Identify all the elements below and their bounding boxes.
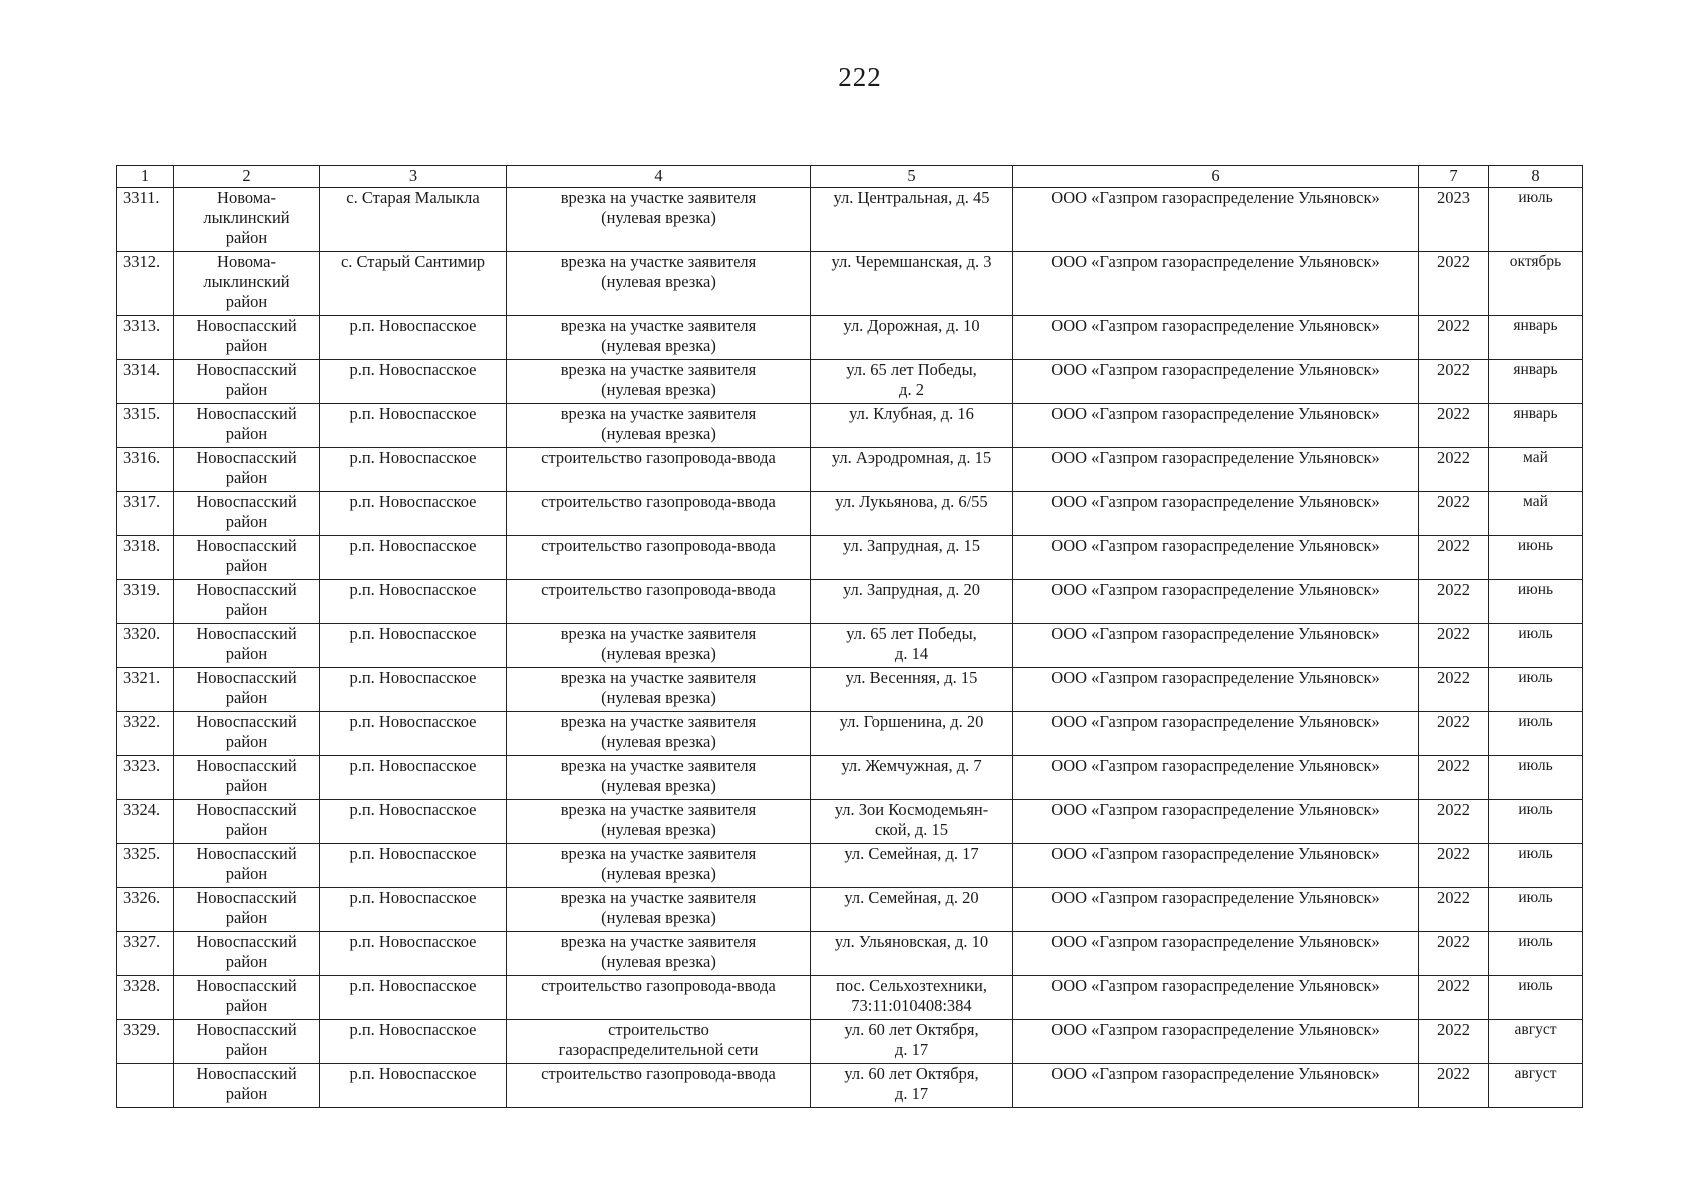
cell-district: Новоспасский район xyxy=(174,844,320,888)
cell-number: 3321. xyxy=(117,668,174,712)
cell-work-type: врезка на участке заявителя (нулевая врезка) xyxy=(507,888,811,932)
table-row xyxy=(117,360,1583,404)
cell-organization: ООО «Газпром газораспределение Ульяновск» xyxy=(1013,888,1419,932)
cell-month: июнь xyxy=(1489,580,1583,624)
cell-number xyxy=(117,1064,174,1108)
cell-district: Новоспасский район xyxy=(174,1020,320,1064)
cell-settlement: р.п. Новоспасское xyxy=(320,932,507,976)
column-header: 3 xyxy=(320,166,507,188)
cell-address: ул. Горшенина, д. 20 xyxy=(811,712,1013,756)
cell-organization: ООО «Газпром газораспределение Ульяновск» xyxy=(1013,316,1419,360)
cell-month: июль xyxy=(1489,624,1583,668)
cell-month: август xyxy=(1489,1064,1583,1108)
table-row xyxy=(117,668,1583,712)
cell-settlement: р.п. Новоспасское xyxy=(320,492,507,536)
cell-organization: ООО «Газпром газораспределение Ульяновск» xyxy=(1013,668,1419,712)
column-header: 1 xyxy=(117,166,174,188)
cell-year: 2022 xyxy=(1419,1064,1489,1108)
cell-number: 3316. xyxy=(117,448,174,492)
cell-organization: ООО «Газпром газораспределение Ульяновск» xyxy=(1013,1064,1419,1108)
cell-district: Новоспасский район xyxy=(174,492,320,536)
cell-year: 2022 xyxy=(1419,624,1489,668)
cell-year: 2022 xyxy=(1419,252,1489,316)
cell-settlement: р.п. Новоспасское xyxy=(320,404,507,448)
cell-month: май xyxy=(1489,492,1583,536)
cell-address: ул. Жемчужная, д. 7 xyxy=(811,756,1013,800)
table-row xyxy=(117,624,1583,668)
cell-month: июль xyxy=(1489,712,1583,756)
cell-settlement: р.п. Новоспасское xyxy=(320,448,507,492)
table-row xyxy=(117,800,1583,844)
cell-organization: ООО «Газпром газораспределение Ульяновск» xyxy=(1013,1020,1419,1064)
cell-organization: ООО «Газпром газораспределение Ульяновск» xyxy=(1013,188,1419,252)
cell-settlement: р.п. Новоспасское xyxy=(320,756,507,800)
page-number: 222 xyxy=(838,62,882,92)
table-row xyxy=(117,932,1583,976)
cell-work-type: врезка на участке заявителя (нулевая врезка) xyxy=(507,404,811,448)
table-row xyxy=(117,252,1583,316)
cell-month: июль xyxy=(1489,888,1583,932)
cell-settlement: р.п. Новоспасское xyxy=(320,668,507,712)
cell-number: 3313. xyxy=(117,316,174,360)
cell-work-type: врезка на участке заявителя (нулевая врезка) xyxy=(507,844,811,888)
cell-year: 2022 xyxy=(1419,404,1489,448)
cell-number: 3314. xyxy=(117,360,174,404)
table-row xyxy=(117,448,1583,492)
cell-work-type: врезка на участке заявителя (нулевая врезка) xyxy=(507,800,811,844)
cell-organization: ООО «Газпром газораспределение Ульяновск» xyxy=(1013,976,1419,1020)
cell-month: январь xyxy=(1489,404,1583,448)
cell-settlement: р.п. Новоспасское xyxy=(320,624,507,668)
column-header: 5 xyxy=(811,166,1013,188)
table-row xyxy=(117,888,1583,932)
cell-work-type: строительство газопровода-ввода xyxy=(507,1064,811,1108)
cell-number: 3318. xyxy=(117,536,174,580)
cell-settlement: р.п. Новоспасское xyxy=(320,1020,507,1064)
cell-district: Новоспасский район xyxy=(174,624,320,668)
table-header-row xyxy=(117,166,1583,188)
cell-work-type: врезка на участке заявителя (нулевая врезка) xyxy=(507,712,811,756)
table-row xyxy=(117,976,1583,1020)
cell-organization: ООО «Газпром газораспределение Ульяновск» xyxy=(1013,448,1419,492)
cell-organization: ООО «Газпром газораспределение Ульяновск» xyxy=(1013,624,1419,668)
cell-settlement: с. Старый Сантимир xyxy=(320,252,507,316)
column-header: 4 xyxy=(507,166,811,188)
table-row xyxy=(117,844,1583,888)
cell-work-type: строительство газопровода-ввода xyxy=(507,492,811,536)
cell-number: 3315. xyxy=(117,404,174,448)
cell-organization: ООО «Газпром газораспределение Ульяновск» xyxy=(1013,536,1419,580)
cell-address: ул. Лукьянова, д. 6/55 xyxy=(811,492,1013,536)
column-header: 8 xyxy=(1489,166,1583,188)
cell-district: Новоспасский район xyxy=(174,712,320,756)
cell-address: ул. Дорожная, д. 10 xyxy=(811,316,1013,360)
cell-month: май xyxy=(1489,448,1583,492)
cell-district: Новоспасский район xyxy=(174,800,320,844)
cell-settlement: р.п. Новоспасское xyxy=(320,976,507,1020)
cell-settlement: р.п. Новоспасское xyxy=(320,888,507,932)
cell-year: 2022 xyxy=(1419,932,1489,976)
cell-month: июнь xyxy=(1489,536,1583,580)
cell-number: 3322. xyxy=(117,712,174,756)
cell-address: ул. 65 лет Победы, д. 14 xyxy=(811,624,1013,668)
cell-address: пос. Сельхозтехники, 73:11:010408:384 xyxy=(811,976,1013,1020)
cell-work-type: врезка на участке заявителя (нулевая врезка) xyxy=(507,668,811,712)
cell-organization: ООО «Газпром газораспределение Ульяновск» xyxy=(1013,800,1419,844)
cell-district: Новоспасский район xyxy=(174,976,320,1020)
cell-number: 3319. xyxy=(117,580,174,624)
table-row xyxy=(117,404,1583,448)
cell-number: 3324. xyxy=(117,800,174,844)
cell-district: Новоспасский район xyxy=(174,756,320,800)
cell-district: Новоспасский район xyxy=(174,668,320,712)
cell-number: 3326. xyxy=(117,888,174,932)
cell-year: 2022 xyxy=(1419,492,1489,536)
cell-organization: ООО «Газпром газораспределение Ульяновск» xyxy=(1013,492,1419,536)
cell-year: 2022 xyxy=(1419,888,1489,932)
cell-address: ул. Центральная, д. 45 xyxy=(811,188,1013,252)
cell-year: 2022 xyxy=(1419,448,1489,492)
cell-month: октябрь xyxy=(1489,252,1583,316)
cell-district: Новоспасский район xyxy=(174,932,320,976)
cell-organization: ООО «Газпром газораспределение Ульяновск» xyxy=(1013,932,1419,976)
cell-number: 3320. xyxy=(117,624,174,668)
cell-month: июль xyxy=(1489,932,1583,976)
cell-year: 2022 xyxy=(1419,756,1489,800)
cell-settlement: р.п. Новоспасское xyxy=(320,1064,507,1108)
cell-number: 3323. xyxy=(117,756,174,800)
cell-district: Новоспасский район xyxy=(174,536,320,580)
cell-work-type: врезка на участке заявителя (нулевая врезка) xyxy=(507,360,811,404)
cell-organization: ООО «Газпром газораспределение Ульяновск» xyxy=(1013,252,1419,316)
cell-district: Новоспасский район xyxy=(174,360,320,404)
cell-work-type: строительство газопровода-ввода xyxy=(507,536,811,580)
cell-work-type: строительство газораспределительной сети xyxy=(507,1020,811,1064)
cell-address: ул. Запрудная, д. 20 xyxy=(811,580,1013,624)
cell-settlement: р.п. Новоспасское xyxy=(320,580,507,624)
cell-work-type: строительство газопровода-ввода xyxy=(507,448,811,492)
cell-address: ул. Запрудная, д. 15 xyxy=(811,536,1013,580)
cell-address: ул. Зои Космодемьян- ской, д. 15 xyxy=(811,800,1013,844)
cell-settlement: р.п. Новоспасское xyxy=(320,316,507,360)
cell-work-type: врезка на участке заявителя (нулевая врезка) xyxy=(507,932,811,976)
cell-month: июль xyxy=(1489,800,1583,844)
cell-district: Новоспасский район xyxy=(174,404,320,448)
cell-address: ул. 65 лет Победы, д. 2 xyxy=(811,360,1013,404)
cell-settlement: р.п. Новоспасское xyxy=(320,844,507,888)
cell-address: ул. Весенняя, д. 15 xyxy=(811,668,1013,712)
cell-number: 3328. xyxy=(117,976,174,1020)
cell-number: 3325. xyxy=(117,844,174,888)
cell-year: 2022 xyxy=(1419,360,1489,404)
cell-district: Новоспасский район xyxy=(174,448,320,492)
cell-month: июль xyxy=(1489,976,1583,1020)
table-row xyxy=(117,1020,1583,1064)
cell-district: Новоспасский район xyxy=(174,888,320,932)
cell-address: ул. Ульяновская, д. 10 xyxy=(811,932,1013,976)
cell-work-type: строительство газопровода-ввода xyxy=(507,580,811,624)
cell-work-type: врезка на участке заявителя (нулевая врезка) xyxy=(507,756,811,800)
column-header: 6 xyxy=(1013,166,1419,188)
table-row xyxy=(117,580,1583,624)
cell-month: июль xyxy=(1489,188,1583,252)
cell-year: 2022 xyxy=(1419,800,1489,844)
cell-address: ул. Черемшанская, д. 3 xyxy=(811,252,1013,316)
table-row xyxy=(117,712,1583,756)
cell-month: август xyxy=(1489,1020,1583,1064)
cell-district: Новоспасский район xyxy=(174,316,320,360)
cell-number: 3317. xyxy=(117,492,174,536)
cell-month: июль xyxy=(1489,668,1583,712)
table-row xyxy=(117,188,1583,252)
cell-year: 2022 xyxy=(1419,976,1489,1020)
cell-organization: ООО «Газпром газораспределение Ульяновск» xyxy=(1013,404,1419,448)
table-row xyxy=(117,492,1583,536)
table-row xyxy=(117,756,1583,800)
cell-address: ул. Семейная, д. 17 xyxy=(811,844,1013,888)
cell-address: ул. 60 лет Октября, д. 17 xyxy=(811,1020,1013,1064)
cell-month: январь xyxy=(1489,360,1583,404)
cell-year: 2022 xyxy=(1419,668,1489,712)
cell-organization: ООО «Газпром газораспределение Ульяновск» xyxy=(1013,756,1419,800)
cell-year: 2022 xyxy=(1419,844,1489,888)
cell-year: 2022 xyxy=(1419,1020,1489,1064)
cell-district: Новоспасский район xyxy=(174,1064,320,1108)
cell-month: июль xyxy=(1489,756,1583,800)
cell-district: Новома- лыклинский район xyxy=(174,188,320,252)
cell-year: 2022 xyxy=(1419,580,1489,624)
cell-settlement: р.п. Новоспасское xyxy=(320,800,507,844)
cell-organization: ООО «Газпром газораспределение Ульяновск» xyxy=(1013,360,1419,404)
cell-work-type: врезка на участке заявителя (нулевая врезка) xyxy=(507,252,811,316)
column-header: 7 xyxy=(1419,166,1489,188)
cell-year: 2022 xyxy=(1419,316,1489,360)
cell-work-type: врезка на участке заявителя (нулевая врезка) xyxy=(507,188,811,252)
cell-district: Новома- лыклинский район xyxy=(174,252,320,316)
cell-organization: ООО «Газпром газораспределение Ульяновск» xyxy=(1013,712,1419,756)
cell-year: 2022 xyxy=(1419,536,1489,580)
cell-organization: ООО «Газпром газораспределение Ульяновск» xyxy=(1013,844,1419,888)
cell-organization: ООО «Газпром газораспределение Ульяновск» xyxy=(1013,580,1419,624)
cell-settlement: р.п. Новоспасское xyxy=(320,712,507,756)
cell-number: 3327. xyxy=(117,932,174,976)
table-body xyxy=(117,188,1583,1108)
table-row xyxy=(117,316,1583,360)
cell-month: июль xyxy=(1489,844,1583,888)
cell-address: ул. Семейная, д. 20 xyxy=(811,888,1013,932)
column-header: 2 xyxy=(174,166,320,188)
cell-number: 3312. xyxy=(117,252,174,316)
cell-year: 2022 xyxy=(1419,712,1489,756)
cell-month: январь xyxy=(1489,316,1583,360)
cell-settlement: р.п. Новоспасское xyxy=(320,536,507,580)
cell-number: 3329. xyxy=(117,1020,174,1064)
cell-settlement: с. Старая Малыкла xyxy=(320,188,507,252)
cell-work-type: врезка на участке заявителя (нулевая врезка) xyxy=(507,316,811,360)
data-table xyxy=(116,165,1583,1108)
cell-address: ул. Клубная, д. 16 xyxy=(811,404,1013,448)
cell-district: Новоспасский район xyxy=(174,580,320,624)
cell-work-type: врезка на участке заявителя (нулевая врезка) xyxy=(507,624,811,668)
table-row xyxy=(117,1064,1583,1108)
table-row xyxy=(117,536,1583,580)
cell-address: ул. 60 лет Октября, д. 17 xyxy=(811,1064,1013,1108)
cell-address: ул. Аэродромная, д. 15 xyxy=(811,448,1013,492)
cell-settlement: р.п. Новоспасское xyxy=(320,360,507,404)
cell-work-type: строительство газопровода-ввода xyxy=(507,976,811,1020)
cell-year: 2023 xyxy=(1419,188,1489,252)
cell-number: 3311. xyxy=(117,188,174,252)
